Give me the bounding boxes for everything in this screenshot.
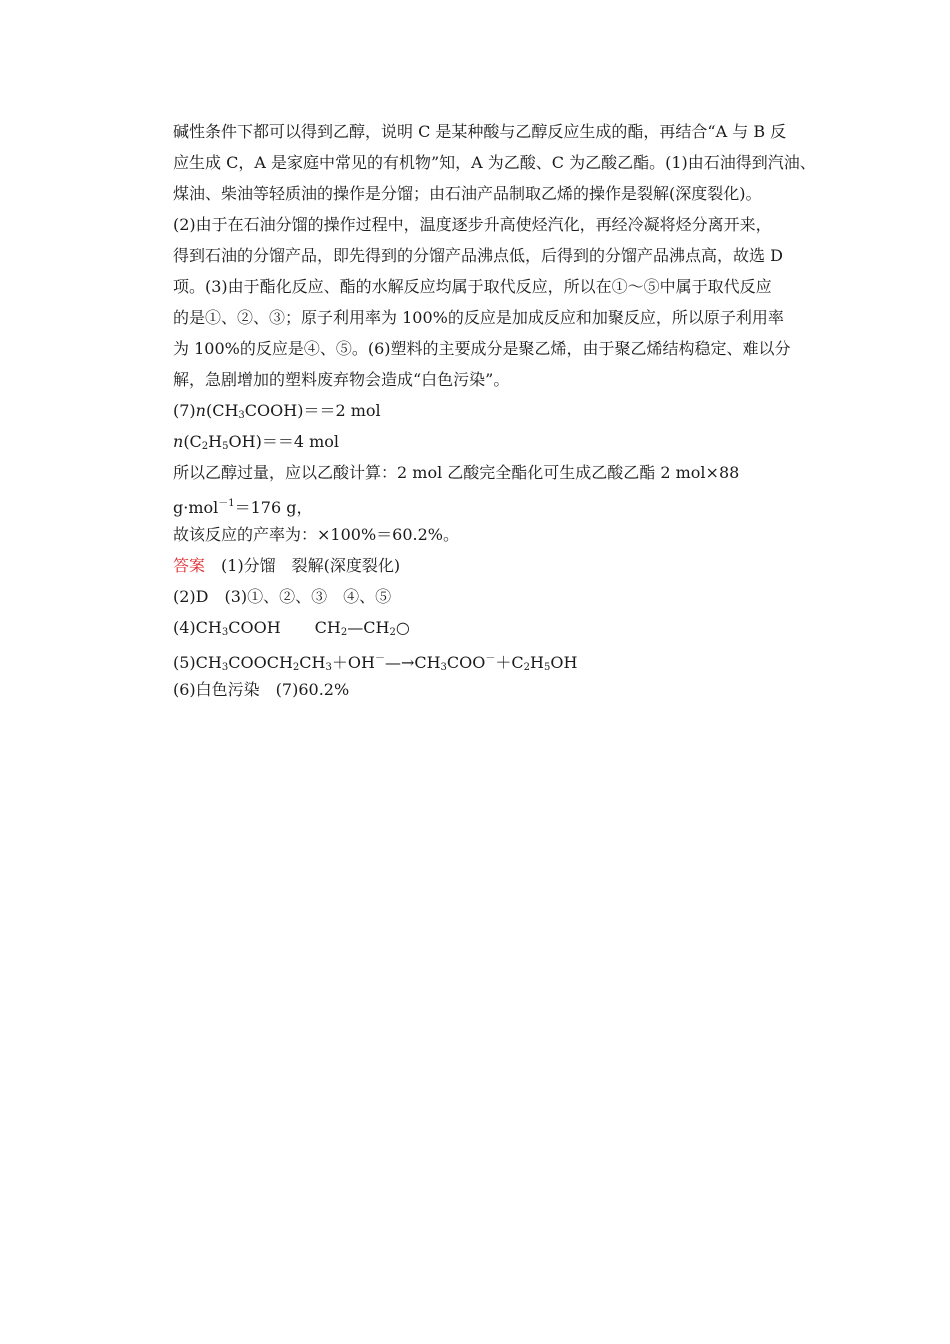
ethanol-moles [173, 427, 339, 457]
formula-part: CH [314, 618, 341, 637]
answer-label: 答案 [173, 556, 206, 575]
formula-part: (5)CH [173, 653, 222, 672]
formula-subscript: 5 [543, 662, 551, 673]
formula-part: OH [550, 653, 578, 672]
formula-part: COOH [228, 618, 281, 637]
formula-part: (C [183, 432, 202, 451]
formula-subscript: 2 [389, 627, 396, 638]
n-symbol: n [173, 432, 184, 451]
explanation-line-3: 煤油、柴油等轻质油的操作是分馏；由石油产品制取乙烯的操作是裂解(深度裂化)。 [173, 184, 762, 203]
explanation-line-4: (2)由于在石油分馏的操作过程中，温度逐步升高使烃汽化，再经冷凝将烃分离开来， [173, 215, 772, 234]
explanation-line-2: 应生成 C，A 是家庭中常见的有机物”知，A 为乙酸、C 为乙酸乙酯。(1)由石油得到汽油、 [173, 153, 816, 172]
formula-part: COOH)＝＝2 mol [244, 401, 381, 420]
formula-superscript: － [485, 653, 496, 664]
formula-subscript: 5 [222, 441, 229, 452]
line7-prefix: (7) [173, 401, 196, 420]
answer-line-4 [173, 613, 410, 643]
formula-part: COOCH [228, 653, 293, 672]
answer-line-6: (6)白色污染 (7)60.2% [173, 680, 350, 699]
formula-part: COO [446, 653, 486, 672]
formula-part: H [208, 432, 223, 451]
formula-subscript: 3 [325, 662, 332, 673]
explanation-line-8: 为 100%的反应是④、⑤。(6)塑料的主要成分是聚乙烯，由于聚乙烯结构稳定、难以分 [173, 339, 791, 358]
formula-subscript: 2 [201, 441, 209, 452]
formula-part: H [530, 653, 544, 672]
answer-line-2: (2)D (3)①、②、③ ④、⑤ [173, 587, 392, 606]
n-symbol: n [195, 401, 206, 420]
formula-part: ＝176 g， [234, 498, 313, 517]
formula-part: ○ [395, 618, 410, 637]
formula-part: ＋C [495, 653, 524, 672]
explanation-line-7: 的是①、②、③；原子利用率为 100%的反应是加成反应和加聚反应，所以原子利用率 [173, 308, 784, 327]
formula-subscript: 2 [523, 662, 531, 673]
formula-superscript: － [374, 653, 385, 664]
answer-line-5 [173, 644, 577, 674]
formula-part: (4)CH [173, 618, 222, 637]
formula-subscript: 2 [292, 662, 300, 673]
formula-superscript: －1 [218, 498, 235, 509]
acetic-acid-moles [173, 396, 381, 426]
formula-subscript: 3 [440, 662, 447, 673]
formula-subscript: 3 [221, 627, 229, 638]
answer-text: (1)分馏 裂解(深度裂化) [221, 556, 401, 575]
formula-part: OH)＝＝4 mol [228, 432, 340, 451]
answer-line-1 [173, 551, 400, 581]
formula-part: CH [299, 653, 326, 672]
explanation-line-5: 得到石油的分馏产品，即先得到的分馏产品沸点低，后得到的分馏产品沸点高，故选 D [173, 246, 783, 265]
explanation-line-9: 解，急剧增加的塑料废弃物会造成“白色污染”。 [173, 370, 510, 389]
reaction-arrow: —→CH [384, 653, 441, 672]
formula-part: (CH [205, 401, 239, 420]
formula-subscript: 2 [340, 627, 348, 638]
yield-result: 故该反应的产率为：×100%＝60.2%。 [173, 525, 459, 544]
mass-result [173, 489, 313, 519]
formula-subscript: 3 [238, 410, 245, 421]
excess-reasoning: 所以乙醇过量，应以乙酸计算：2 mol 乙酸完全酯化可生成乙酸乙酯 2 mol×88 [173, 463, 740, 482]
formula-subscript: 3 [221, 662, 229, 673]
explanation-line-6: 项。(3)由于酯化反应、酯的水解反应均属于取代反应，所以在①～⑤中属于取代反应 [173, 277, 772, 296]
explanation-line-1: 碱性条件下都可以得到乙醇，说明 C 是某种酸与乙醇反应生成的酯，再结合“A 与 B 反 [173, 122, 787, 141]
formula-part: g·mol [173, 498, 219, 517]
formula-part: ＋OH [331, 653, 375, 672]
formula-part: —CH [347, 618, 390, 637]
